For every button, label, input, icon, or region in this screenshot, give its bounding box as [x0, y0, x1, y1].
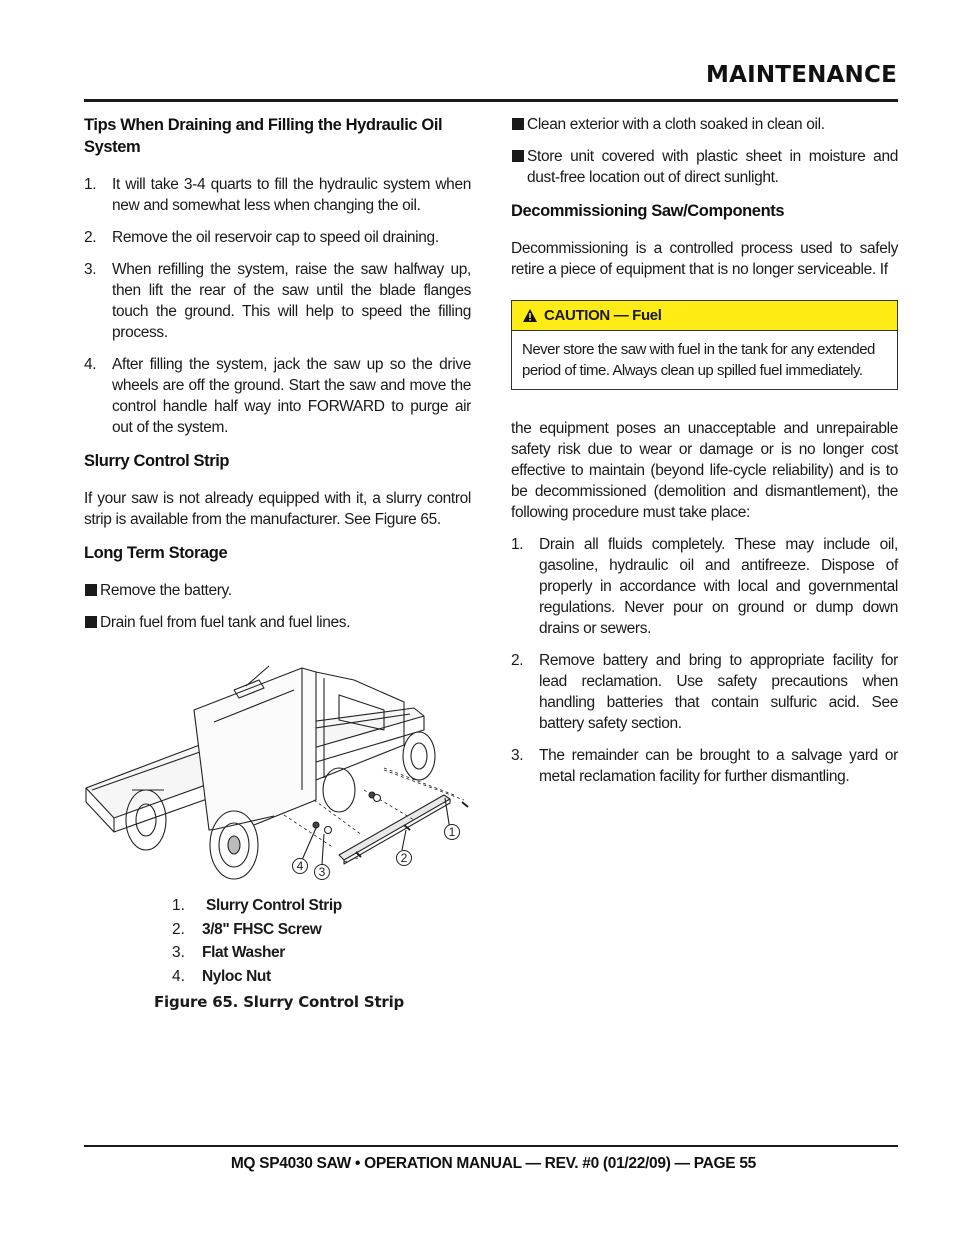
bullet-item: Drain fuel from fuel tank and fuel lines.: [84, 612, 471, 633]
legend-number: 1.: [172, 897, 185, 914]
page-header-title: MAINTENANCE: [706, 62, 897, 88]
bullet-item: Clean exterior with a cloth soaked in clean oil.: [511, 114, 898, 135]
decommissioning-paragraph-2: the equipment poses an unacceptable and unrepairable safety risk due to wear or damage or is no longer cost effective to maintain (beyond life-cycle reliability) and is to be decommissioned (demolition and dismantlement), the following procedure must take place:: [511, 420, 898, 521]
list-item: [84, 227, 471, 248]
caution-box: [511, 300, 898, 390]
bullet-item: Remove the battery.: [84, 580, 471, 601]
legend-number: 3.: [172, 944, 185, 961]
list-item: [84, 259, 471, 343]
legend-number: 4.: [172, 967, 185, 985]
caution-title: CAUTION — Fuel: [544, 307, 662, 324]
callout-2: 2: [400, 851, 408, 865]
caution-header: [512, 301, 897, 331]
legend-label: Slurry Control Strip: [206, 897, 342, 914]
section-heading-slurry: Slurry Control Strip: [84, 452, 230, 470]
right-column: [511, 114, 898, 798]
decommissioning-steps: [511, 534, 898, 787]
list-number: 1.: [511, 536, 524, 553]
figure-caption: Figure 65. Slurry Control Strip: [154, 993, 405, 1011]
callout-3: 3: [318, 865, 326, 879]
list-item: [84, 174, 471, 216]
legend-row: [172, 918, 342, 942]
list-number: 4.: [84, 356, 97, 373]
slurry-strip-illustration: [84, 650, 484, 880]
list-text: The remainder can be brought to a salvage yard or metal reclamation facility for further dismantling.: [539, 747, 898, 785]
hydraulic-steps: [84, 174, 471, 438]
legend-number: 2.: [172, 920, 185, 938]
list-number: 3.: [84, 261, 97, 278]
list-item: [84, 354, 471, 438]
list-number: 3.: [511, 747, 524, 764]
list-text: Remove battery and bring to appropriate facility for lead reclamation. Use safety precautions when handling batteries that contain sulfuric acid. See battery safety section.: [539, 652, 898, 732]
figure-legend: [172, 894, 342, 988]
list-text: Remove the oil reservoir cap to speed oil draining.: [112, 229, 439, 246]
bullet-item: Store unit covered with plastic sheet in moisture and dust-free location out of direct sunlight.: [511, 146, 898, 188]
list-number: 2.: [511, 652, 524, 669]
warning-triangle-icon: [522, 308, 538, 323]
legend-label: Nyloc Nut: [202, 967, 271, 985]
storage-bullets: [84, 580, 471, 633]
list-item: [511, 745, 898, 787]
decommissioning-paragraph-1: Decommissioning is a controlled process used to safely retire a piece of equipment that is no longer serviceable. If: [511, 240, 898, 278]
left-column: [84, 114, 471, 644]
list-text: Drain all fluids completely. These may include oil, gasoline, hydraulic oil and antifreeze. Dispose of properly in accordance with local and governmental regulations. Never pour on ground or dump down drains or sewers.: [539, 536, 898, 637]
legend-row: [172, 894, 342, 918]
legend-row: [172, 965, 342, 989]
list-item: [511, 650, 898, 734]
slurry-paragraph: If your saw is not already equipped with it, a slurry control strip is available from the manufacturer. See Figure 65.: [84, 490, 471, 528]
section-heading-storage: Long Term Storage: [84, 544, 228, 562]
list-number: 1.: [84, 176, 97, 193]
list-text: It will take 3-4 quarts to fill the hydraulic system when new and somewhat less when changing the oil.: [112, 176, 471, 214]
page-footer: MQ SP4030 SAW • OPERATION MANUAL — REV. #0 (01/22/09) — PAGE 55: [230, 1155, 756, 1172]
legend-label: 3/8" FHSC Screw: [202, 920, 322, 938]
list-text: After filling the system, jack the saw up so the drive wheels are off the ground. Start the saw and move the control handle half way into FORWARD to purge air out of the system.: [112, 356, 471, 436]
list-item: [511, 534, 898, 639]
callout-4: 4: [296, 859, 304, 873]
legend-row: [172, 941, 342, 965]
section-heading-hydraulic: Tips When Draining and Filling the Hydraulic Oil System: [84, 116, 443, 156]
section-heading-decommissioning: Decommissioning Saw/Components: [511, 202, 785, 220]
footer-rule: [84, 1145, 898, 1147]
header-rule: [84, 99, 898, 102]
legend-label: Flat Washer: [202, 944, 285, 961]
list-text: When refilling the system, raise the saw halfway up, then lift the rear of the saw until the blade flanges touch the ground. This will help to speed the filling process.: [112, 261, 471, 341]
callout-1: 1: [448, 825, 456, 839]
list-number: 2.: [84, 229, 97, 246]
storage-bullets-continued: [511, 114, 898, 188]
caution-text: Never store the saw with fuel in the tank for any extended period of time. Always clean up spilled fuel immediately.: [522, 341, 875, 379]
